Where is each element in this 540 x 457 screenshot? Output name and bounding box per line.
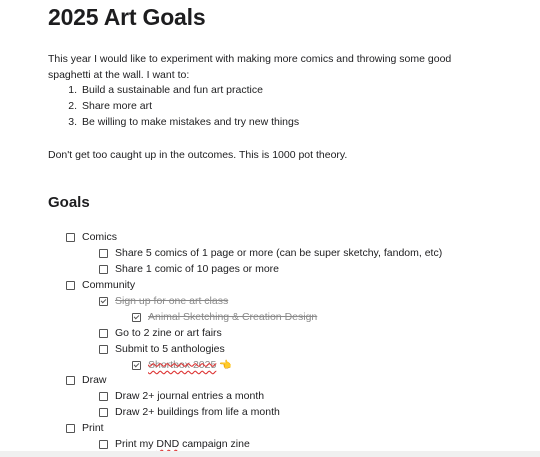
todo-community-animal-sketching: [132, 309, 317, 325]
todo-label: Submit to 5 anthologies: [115, 343, 225, 355]
todo-community-fairs: [99, 325, 222, 341]
checkbox[interactable]: [66, 424, 75, 433]
checkbox[interactable]: [99, 440, 108, 449]
checkbox[interactable]: [66, 376, 75, 385]
intro-paragraph: This year I would like to experiment with making more comics and throwing some good spaghetti at the wall. I want to:: [48, 53, 452, 81]
todo-label: Print: [82, 422, 104, 434]
checkbox[interactable]: [99, 345, 108, 354]
todo-draw: [66, 372, 107, 388]
todo-label-text: Print my: [115, 438, 157, 450]
pointing-hand-icon: 👈: [219, 359, 232, 371]
list-number: 1.: [68, 84, 77, 96]
todo-label: Draw: [82, 374, 107, 386]
list-text: Be willing to make mistakes and try new things: [82, 116, 300, 128]
checkbox[interactable]: [66, 233, 75, 242]
todo-label: Share 5 comics of 1 page or more (can be super sketchy, fandom, etc): [115, 247, 443, 259]
todo-label: [115, 438, 250, 450]
outro-paragraph: Don't get too caught up in the outcomes. This is 1000 pot theory.: [48, 149, 348, 161]
todo-comics-share-5: [99, 245, 442, 261]
window-bottom-edge: [0, 451, 540, 457]
todo-community-art-class: [99, 293, 228, 309]
todo-draw-journal: [99, 388, 264, 404]
list-number: 2.: [68, 100, 77, 112]
checkbox-checked[interactable]: [132, 361, 141, 370]
list-item: [48, 82, 299, 98]
todo-comics: [66, 229, 117, 245]
checkbox[interactable]: [99, 408, 108, 417]
todo-label: Animal Sketching & Creation Design: [148, 311, 318, 323]
todo-label-text: campaign zine: [179, 438, 250, 450]
list-text: Share more art: [82, 100, 153, 112]
todo-print: [66, 420, 104, 436]
checkbox-checked[interactable]: [132, 313, 141, 322]
checkbox[interactable]: [99, 329, 108, 338]
checkbox[interactable]: [99, 265, 108, 274]
list-item: [48, 114, 299, 130]
todo-draw-buildings: [99, 404, 280, 420]
checkbox-checked[interactable]: [99, 297, 108, 306]
todo-community-anthologies: [99, 341, 225, 357]
todo-label: Community: [82, 279, 136, 291]
todo-label: Go to 2 zine or art fairs: [115, 327, 222, 339]
todo-comics-share-1: [99, 261, 279, 277]
checkbox[interactable]: [99, 249, 108, 258]
checkbox[interactable]: [66, 281, 75, 290]
checkbox[interactable]: [99, 392, 108, 401]
todo-label: Share 1 comic of 10 pages or more: [115, 263, 280, 275]
list-text: Build a sustainable and fun art practice: [82, 84, 263, 96]
todo-label: Draw 2+ buildings from life a month: [115, 406, 280, 418]
todo-label: Comics: [82, 231, 118, 243]
goals-heading: Goals: [48, 194, 90, 211]
aims-list: [48, 82, 299, 130]
todo-label: Shortbox 2025: [148, 359, 217, 371]
todo-community: [66, 277, 135, 293]
misspelled-word: DND: [156, 438, 180, 450]
todo-print-zine: [99, 436, 250, 452]
todo-label: Sign up for one art class: [115, 295, 229, 307]
list-number: 3.: [68, 116, 77, 128]
todo-community-shortbox: [132, 357, 232, 373]
list-item: [48, 98, 299, 114]
page-title: 2025 Art Goals: [48, 4, 206, 30]
todo-label: Draw 2+ journal entries a month: [115, 390, 265, 402]
